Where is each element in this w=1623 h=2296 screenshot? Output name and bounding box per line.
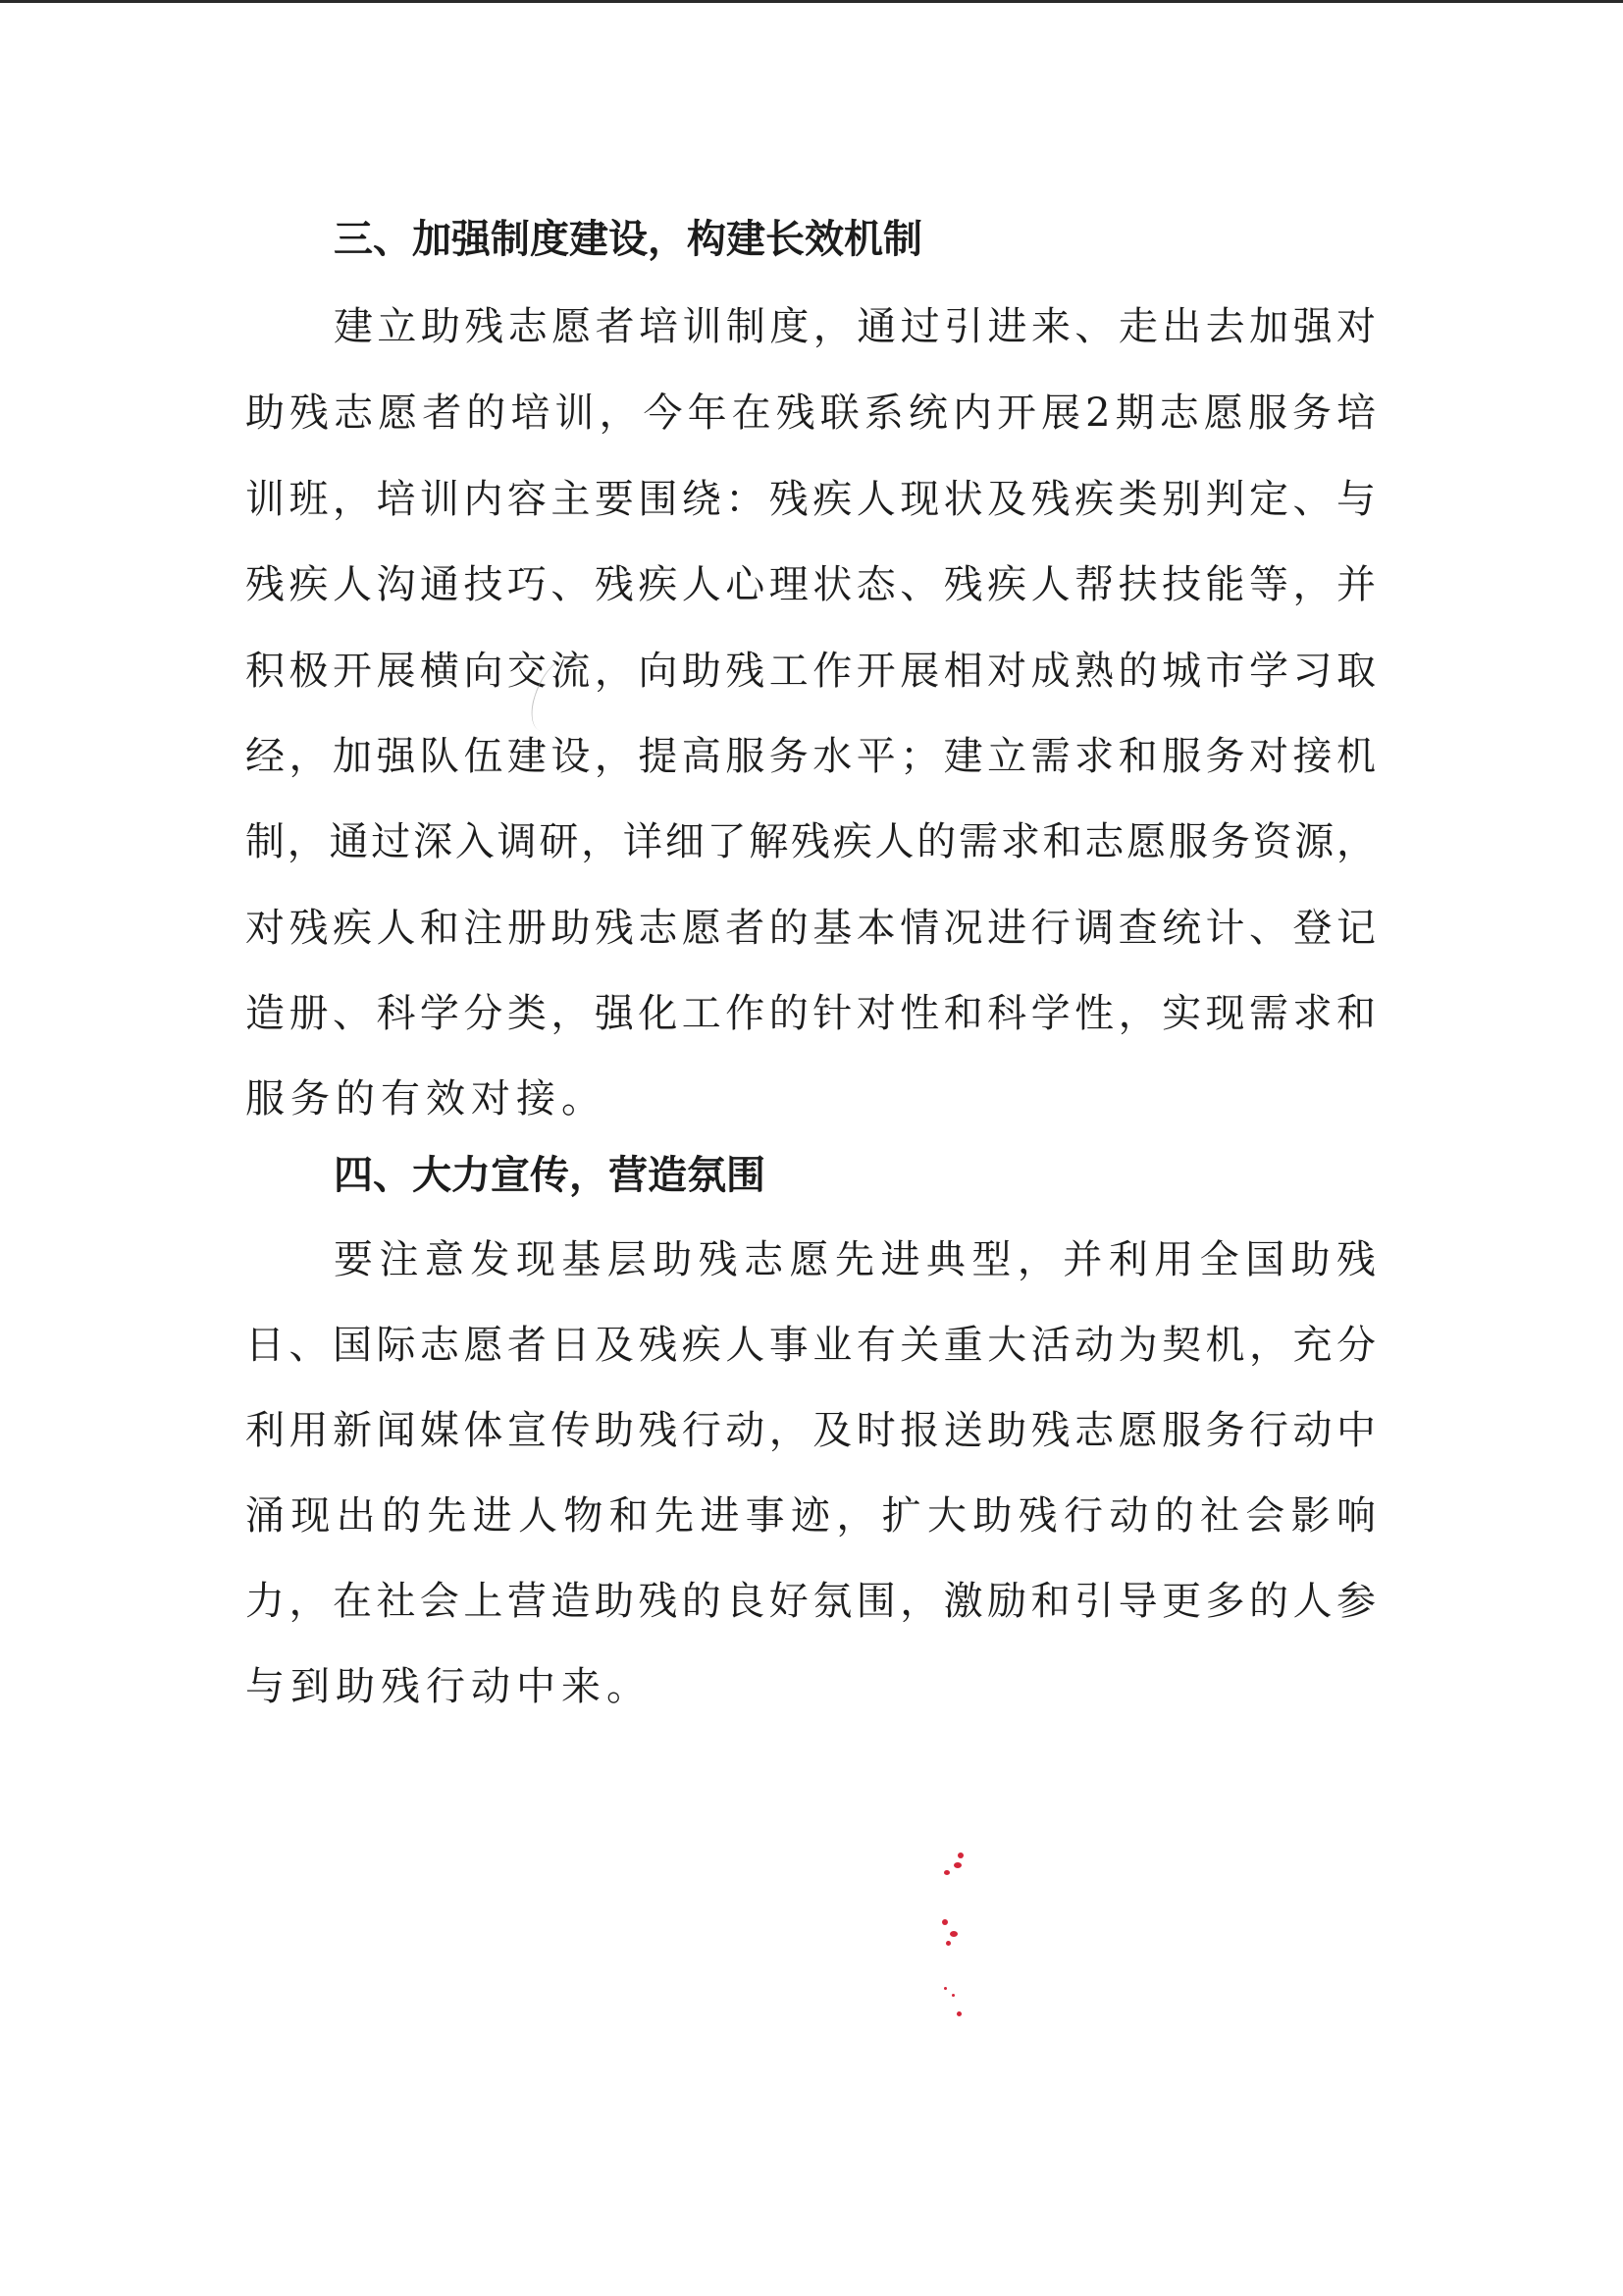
paragraph-line: 与到助残行动中来。 — [245, 1664, 652, 1709]
paragraph-line: 训班，培训内容主要围绕：残疾人现状及残疾类别判定、与 — [245, 477, 1376, 522]
paragraph-line: 利用新闻媒体宣传助残行动，及时报送助残志愿服务行动中 — [245, 1408, 1376, 1453]
scan-top-edge — [0, 0, 1623, 3]
paragraph-line: 经，加强队伍建设，提高服务水平；建立需求和服务对接机 — [245, 734, 1376, 779]
paragraph-line: 造册、科学分类，强化工作的针对性和科学性，实现需求和 — [245, 991, 1376, 1036]
paragraph-line: 对残疾人和注册助残志愿者的基本情况进行调查统计、登记 — [245, 906, 1376, 951]
paragraph-line: 日、国际志愿者日及残疾人事业有关重大活动为契机，充分 — [245, 1323, 1376, 1368]
paragraph-line: 残疾人沟通技巧、残疾人心理状态、残疾人帮扶技能等，并 — [245, 562, 1376, 607]
paragraph-line: 助残志愿者的培训，今年在残联系统内开展2期志愿服务培 — [245, 391, 1376, 436]
paragraph-line: 涌现出的先进人物和先进事迹，扩大助残行动的社会影响 — [245, 1493, 1376, 1539]
paragraph-line: 制，通过深入调研，详细了解残疾人的需求和志愿服务资源， — [245, 819, 1376, 864]
section-heading-4: 四、大力宣传，营造氛围 — [334, 1153, 765, 1198]
paragraph-line: 建立助残志愿者培训制度，通过引进来、走出去加强对 — [334, 304, 1376, 349]
paragraph-line: 要注意发现基层助残志愿先进典型，并利用全国助残 — [334, 1237, 1376, 1282]
paragraph-line: 力，在社会上营造助残的良好氛围，激励和引导更多的人参 — [245, 1579, 1376, 1624]
paragraph-line: 服务的有效对接。 — [245, 1076, 606, 1122]
paragraph-line: 积极开展横向交流，向助残工作开展相对成熟的城市学习取 — [245, 649, 1376, 694]
section-heading-3: 三、加强制度建设，构建长效机制 — [334, 217, 922, 262]
